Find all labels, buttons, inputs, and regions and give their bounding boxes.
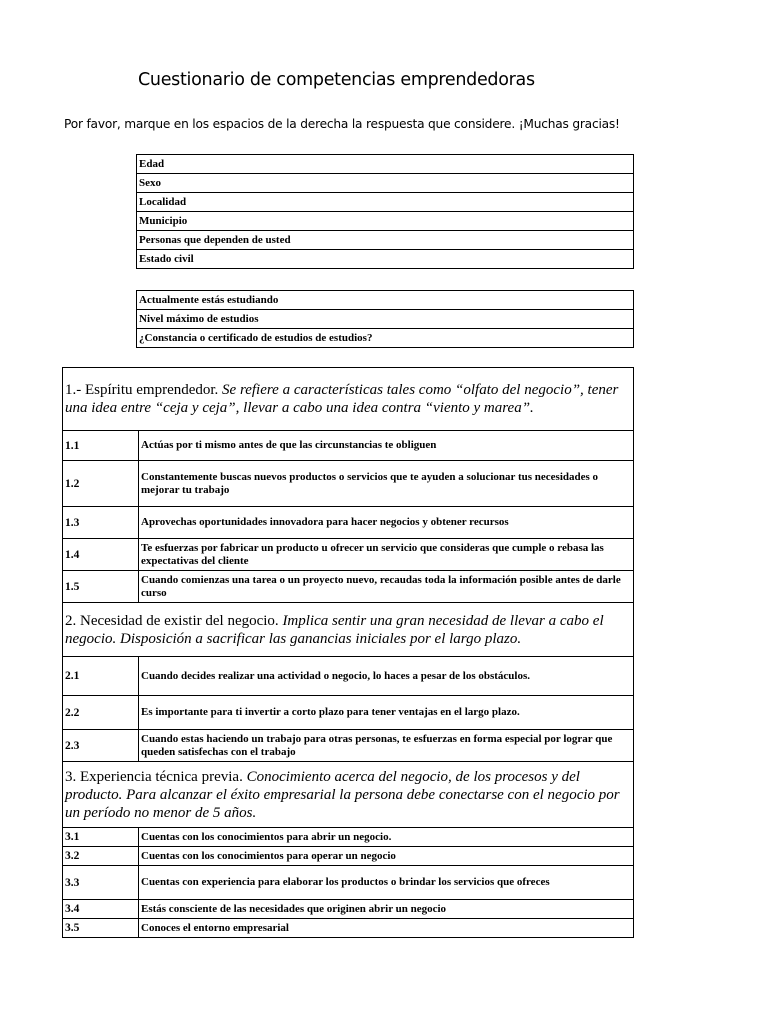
table-row [63, 461, 634, 507]
item-number: 3.3 [63, 866, 139, 900]
education-table [136, 290, 634, 348]
item-text: Cuentas con los conocimientos para abrir un negocio. [139, 828, 634, 847]
field-sexo: Sexo [137, 174, 634, 193]
item-number: 3.2 [63, 847, 139, 866]
item-text: Cuando decides realizar una actividad o negocio, lo haces a pesar de los obstáculos. [139, 657, 634, 696]
field-edad: Edad [137, 155, 634, 174]
item-number: 1.5 [63, 571, 139, 603]
section-description: Conocimiento acerca del negocio, de los procesos y del producto. Para alcanzar el éxito empresarial la persona debe conectarse con el negocio por un período no menor de 5 años. [65, 768, 620, 821]
item-text: Aprovechas oportunidades innovadora para hacer negocios y obtener recursos [139, 507, 634, 539]
table-row [63, 847, 634, 866]
item-text: Estás consciente de las necesidades que originen abrir un negocio [139, 900, 634, 919]
section-description: Implica sentir una gran necesidad de llevar a cabo el negocio. Disposición a sacrificar las ganancias iniciales por el largo plazo. [65, 612, 604, 647]
personal-data-table [136, 154, 634, 269]
section-heading: 3. Experiencia técnica previa. [65, 768, 247, 785]
section-heading: 1.- Espíritu emprendedor. [65, 382, 223, 398]
table-row [63, 507, 634, 539]
item-number: 3.5 [63, 919, 139, 938]
item-number: 1.3 [63, 507, 139, 539]
item-number: 2.1 [63, 657, 139, 696]
item-text: Te esfuerzas por fabricar un producto u ofrecer un servicio que consideras que cumple o rebasa las expectativas del cliente [139, 539, 634, 571]
section-header [63, 762, 634, 828]
item-text: Cuando comienzas una tarea o un proyecto nuevo, recaudas toda la información posible antes de darle curso [139, 571, 634, 603]
table-row [63, 696, 634, 730]
table-row [63, 730, 634, 762]
field-municipio: Municipio [137, 212, 634, 231]
field-dependents: Personas que dependen de usted [137, 231, 634, 250]
item-number: 1.4 [63, 539, 139, 571]
table-row [63, 900, 634, 919]
field-marital-status: Estado civil [137, 250, 634, 269]
section-header [63, 368, 634, 431]
item-text: Actúas por ti mismo antes de que las circunstancias te obliguen [139, 431, 634, 461]
table-row [63, 431, 634, 461]
item-number: 2.2 [63, 696, 139, 730]
section-heading: 2. Necesidad de existir del negocio. [65, 612, 283, 629]
table-row [63, 539, 634, 571]
table-row [63, 828, 634, 847]
table-row [63, 571, 634, 603]
item-number: 1.2 [63, 461, 139, 507]
item-number: 3.4 [63, 900, 139, 919]
page-title: Cuestionario de competencias emprendedoras [138, 70, 535, 90]
section-description: Se refiere a características tales como “olfato del negocio”, tener una idea entre “ceja y ceja”, llevar a cabo una idea contra “viento y marea”. [65, 382, 619, 416]
item-text: Conoces el entorno empresarial [139, 919, 634, 938]
field-education-level: Nivel máximo de estudios [137, 310, 634, 329]
item-text: Cuentas con los conocimientos para operar un negocio [139, 847, 634, 866]
item-text: Es importante para ti invertir a corto plazo para tener ventajas en el largo plazo. [139, 696, 634, 730]
competencies-table [62, 367, 634, 938]
field-currently-studying: Actualmente estás estudiando [137, 291, 634, 310]
instructions-text: Por favor, marque en los espacios de la derecha la respuesta que considere. ¡Muchas gracias! [64, 117, 620, 131]
item-number: 3.1 [63, 828, 139, 847]
table-row [63, 657, 634, 696]
section-header [63, 603, 634, 657]
table-row [63, 866, 634, 900]
item-text: Constantemente buscas nuevos productos o servicios que te ayuden a solucionar tus necesidades o mejorar tu trabajo [139, 461, 634, 507]
item-text: Cuando estas haciendo un trabajo para otras personas, te esfuerzas en forma especial por lograr que queden satisfechas con el trabajo [139, 730, 634, 762]
field-localidad: Localidad [137, 193, 634, 212]
item-number: 2.3 [63, 730, 139, 762]
field-certificate: ¿Constancia o certificado de estudios de estudios? [137, 329, 634, 348]
table-row [63, 919, 634, 938]
item-number: 1.1 [63, 431, 139, 461]
item-text: Cuentas con experiencia para elaborar los productos o brindar los servicios que ofreces [139, 866, 634, 900]
